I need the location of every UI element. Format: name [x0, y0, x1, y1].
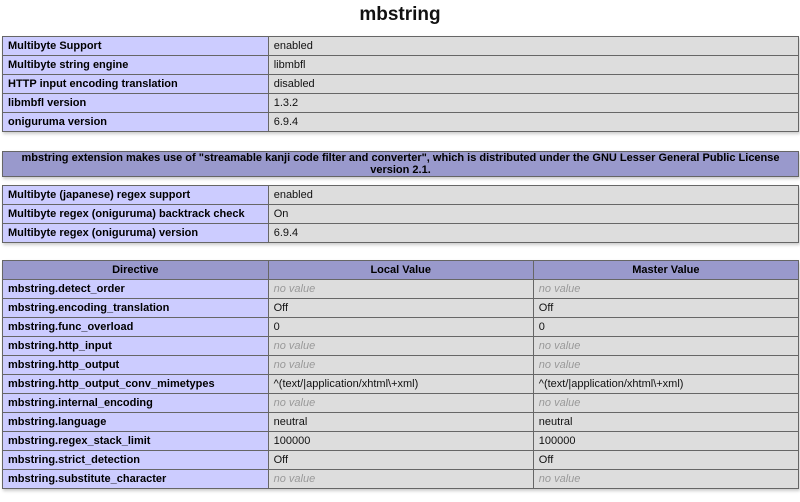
table-row — [3, 470, 799, 489]
directive-local-value: Off — [268, 299, 533, 318]
directive-name: mbstring.strict_detection — [3, 451, 269, 470]
table-row — [3, 413, 799, 432]
header-local-value: Local Value — [268, 261, 533, 280]
directive-master-value — [533, 356, 798, 375]
directive-name: mbstring.regex_stack_limit — [3, 432, 269, 451]
directive-local-value: ^(text/|application/xhtml\+xml) — [268, 375, 533, 394]
regex-value: 6.9.4 — [268, 224, 798, 243]
no-value-text: no value — [273, 359, 316, 371]
directive-name: mbstring.language — [3, 413, 269, 432]
directive-local-value — [268, 337, 533, 356]
directive-master-value: Off — [533, 299, 798, 318]
no-value-text: no value — [538, 397, 581, 409]
table-row — [3, 356, 799, 375]
table-row — [3, 280, 799, 299]
info-value: libmbfl — [268, 56, 798, 75]
info-value: 1.3.2 — [268, 94, 798, 113]
no-value-text: no value — [273, 340, 316, 352]
regex-name: Multibyte (japanese) regex support — [3, 186, 269, 205]
info-value: disabled — [268, 75, 798, 94]
table-row — [3, 224, 799, 243]
directive-master-value: Off — [533, 451, 798, 470]
no-value-text: no value — [273, 283, 316, 295]
directive-local-value: 0 — [268, 318, 533, 337]
directive-local-value — [268, 356, 533, 375]
directive-name: mbstring.http_output — [3, 356, 269, 375]
directive-master-value — [533, 394, 798, 413]
directive-master-value — [533, 280, 798, 299]
table-row — [3, 94, 799, 113]
table-row — [3, 113, 799, 132]
directive-master-value — [533, 337, 798, 356]
table-header-row — [3, 261, 799, 280]
regex-info-table — [2, 185, 799, 243]
no-value-text: no value — [273, 473, 316, 485]
page-title: mbstring — [359, 4, 441, 25]
table-row — [3, 186, 799, 205]
directive-name: mbstring.detect_order — [3, 280, 269, 299]
no-value-text: no value — [273, 397, 316, 409]
table-row — [3, 375, 799, 394]
table-row — [3, 299, 799, 318]
directive-local-value: neutral — [268, 413, 533, 432]
info-value: 6.9.4 — [268, 113, 798, 132]
table-row — [3, 56, 799, 75]
directive-local-value — [268, 280, 533, 299]
no-value-text: no value — [538, 473, 581, 485]
table-row — [3, 152, 799, 177]
license-note-table — [2, 151, 799, 177]
no-value-text: no value — [538, 283, 581, 295]
table-row — [3, 394, 799, 413]
directive-name: mbstring.http_output_conv_mimetypes — [3, 375, 269, 394]
directive-local-value: Off — [268, 451, 533, 470]
license-note: mbstring extension makes use of "streamable kanji code filter and converter", which is distributed under the GNU Lesser General Public License version 2.1. — [3, 152, 799, 177]
mbstring-info-table — [2, 36, 799, 132]
regex-value: enabled — [268, 186, 798, 205]
info-name: oniguruma version — [3, 113, 269, 132]
header-directive: Directive — [3, 261, 269, 280]
directive-name: mbstring.internal_encoding — [3, 394, 269, 413]
directive-local-value: 100000 — [268, 432, 533, 451]
directive-master-value: 0 — [533, 318, 798, 337]
info-name: libmbfl version — [3, 94, 269, 113]
info-name: Multibyte string engine — [3, 56, 269, 75]
table-row — [3, 451, 799, 470]
table-row — [3, 318, 799, 337]
directive-master-value: 100000 — [533, 432, 798, 451]
no-value-text: no value — [538, 340, 581, 352]
table-row — [3, 337, 799, 356]
directive-name: mbstring.encoding_translation — [3, 299, 269, 318]
info-name: Multibyte Support — [3, 37, 269, 56]
directive-local-value — [268, 470, 533, 489]
table-row — [3, 37, 799, 56]
directive-name: mbstring.func_overload — [3, 318, 269, 337]
table-row — [3, 75, 799, 94]
table-row — [3, 205, 799, 224]
directive-master-value — [533, 470, 798, 489]
regex-value: On — [268, 205, 798, 224]
info-name: HTTP input encoding translation — [3, 75, 269, 94]
info-value: enabled — [268, 37, 798, 56]
directive-name: mbstring.substitute_character — [3, 470, 269, 489]
directive-master-value: ^(text/|application/xhtml\+xml) — [533, 375, 798, 394]
table-row — [3, 432, 799, 451]
directive-local-value — [268, 394, 533, 413]
directives-table — [2, 260, 799, 489]
no-value-text: no value — [538, 359, 581, 371]
directive-master-value: neutral — [533, 413, 798, 432]
regex-name: Multibyte regex (oniguruma) version — [3, 224, 269, 243]
regex-name: Multibyte regex (oniguruma) backtrack check — [3, 205, 269, 224]
header-master-value: Master Value — [533, 261, 798, 280]
directive-name: mbstring.http_input — [3, 337, 269, 356]
